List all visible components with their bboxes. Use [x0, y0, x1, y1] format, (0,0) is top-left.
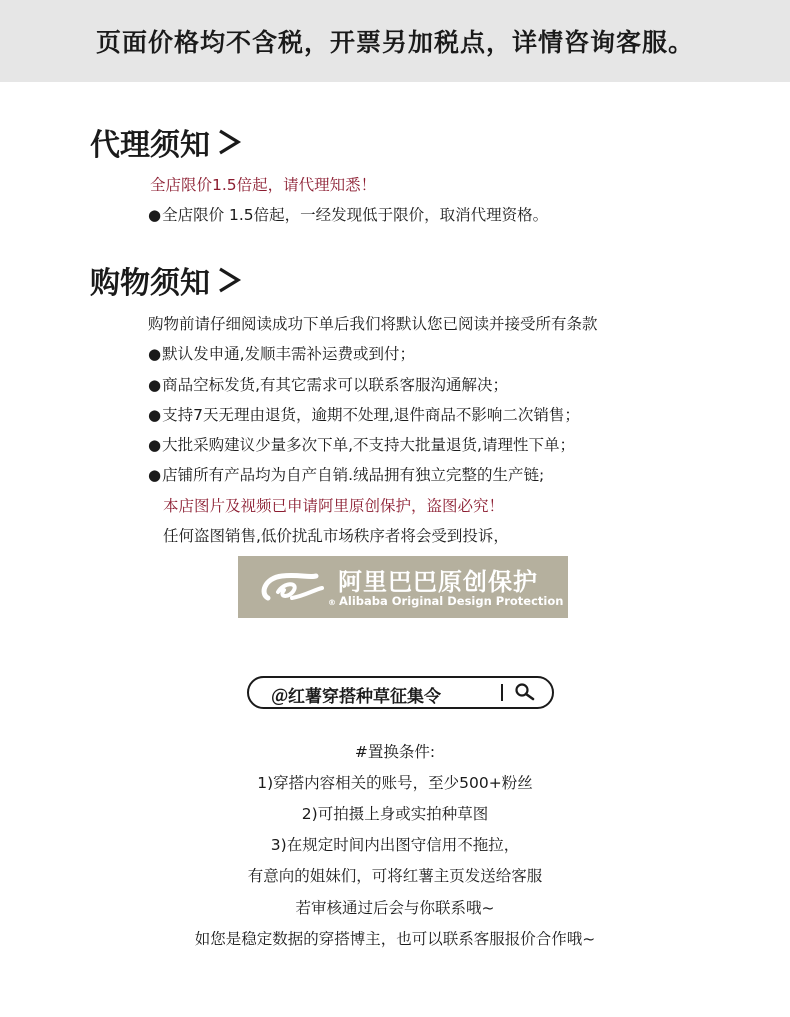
list-item	[148, 342, 415, 364]
conditions-line: 如您是稳定数据的穿搭博主，也可以联系客服报价合作哦~	[194, 930, 596, 948]
bullet-icon: ●	[148, 345, 162, 363]
search-divider	[501, 684, 503, 701]
conditions-line: 1)穿搭内容相关的账号，至少500+粉丝	[257, 774, 533, 792]
bullet-icon: ●	[148, 206, 162, 224]
registered-mark: ®	[328, 598, 336, 607]
list-item	[148, 433, 575, 455]
copyright-warning: 任何盗图销售,低价扰乱市场秩序者将会受到投诉，	[163, 527, 509, 545]
shopping-heading-text: 购物须知	[90, 266, 210, 301]
list-item	[148, 403, 580, 425]
banner-text: 页面价格均不含税，开票另加税点，详情咨询客服。	[95, 28, 694, 57]
copyright-red-note: 本店图片及视频已申请阿里原创保护，盗图必究！	[163, 497, 505, 515]
conditions-line: 2)可拍摄上身或实拍种草图	[301, 805, 489, 823]
conditions-line: 3)在规定时间内出图守信用不拖拉，	[270, 836, 520, 854]
bullet-icon: ●	[148, 466, 162, 484]
bullet-icon: ●	[148, 376, 162, 394]
search-icon[interactable]	[514, 682, 536, 708]
shopping-intro: 购物前请仔细阅读成功下单后我们将默认您已阅读并接受所有条款	[148, 315, 598, 333]
conditions-line: 若审核通过后会与你联系哦~	[295, 899, 495, 917]
chevron-right-icon	[216, 265, 242, 295]
conditions-line: #置换条件:	[354, 743, 436, 761]
logo-title: 阿里巴巴原创保护	[338, 568, 538, 596]
list-item-text: 大批采购建议少量多次下单,不支持大批量退货,请理性下单；	[162, 436, 575, 454]
chevron-right-icon	[216, 127, 242, 157]
agent-heading-text: 代理须知	[90, 128, 210, 163]
search-bar[interactable]	[247, 676, 554, 709]
list-item-text: 店铺所有产品均为自产自销.绒品拥有独立完整的生产链;	[162, 466, 545, 484]
logo-subtitle	[328, 594, 563, 608]
list-item-text: 商品空标发货,有其它需求可以联系客服沟通解决；	[162, 376, 509, 394]
list-item-text: 支持7天无理由退货，逾期不处理,退件商品不影响二次销售；	[162, 406, 580, 424]
list-item	[148, 373, 508, 395]
conditions-line: 有意向的姐妹们，可将红薯主页发送给客服	[247, 867, 543, 885]
bullet-icon: ●	[148, 436, 162, 454]
search-text: ＠红薯穿搭种草征集令	[271, 687, 441, 707]
list-item-text: 默认发申通,发顺丰需补运费或到付；	[162, 345, 416, 363]
alibaba-logo-icon	[258, 568, 328, 612]
agent-notice-heading	[90, 120, 242, 164]
agent-rule-item	[148, 203, 548, 225]
top-notice-banner	[0, 0, 790, 82]
shopping-notice-heading	[90, 258, 242, 302]
agent-red-note: 全店限价1.5倍起，请代理知悉！	[150, 176, 377, 194]
agent-rule-text: 全店限价 1.5倍起，一经发现低于限价，取消代理资格。	[162, 206, 549, 224]
alibaba-original-protection-logo	[238, 556, 568, 618]
bullet-icon: ●	[148, 406, 162, 424]
list-item	[148, 463, 544, 485]
logo-subtitle-text: Alibaba Original Design Protection	[339, 594, 564, 608]
